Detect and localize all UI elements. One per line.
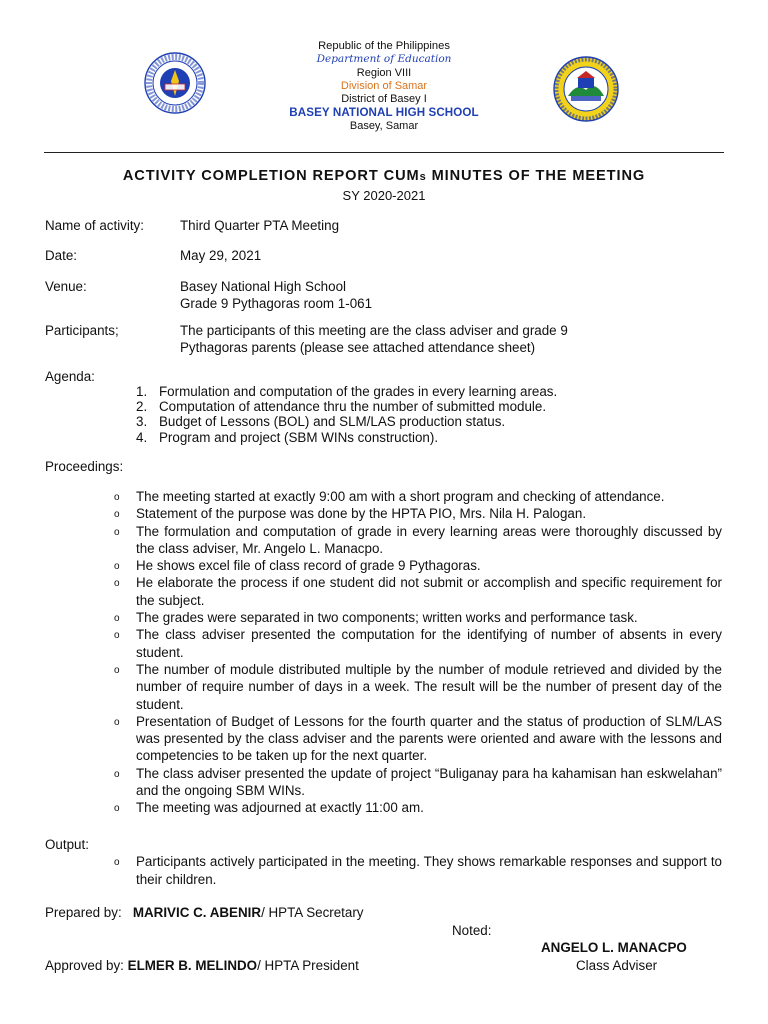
proceedings-item (114, 765, 722, 800)
bullet-icon: o (114, 803, 120, 815)
proceedings-item (114, 661, 722, 713)
venue-line-2: Grade 9 Pythagoras room 1-061 (180, 296, 373, 311)
proceedings-text: The meeting was adjourned at exactly 11:00 am. (136, 800, 424, 816)
bullet-icon: o (114, 578, 120, 590)
noted-name: ANGELO L. MANACPO (541, 940, 687, 955)
district-line: District of Basey I (341, 93, 427, 106)
proceedings-text: The meeting started at exactly 9:00 am with a short program and checking of attendance. (136, 489, 665, 504)
bullet-icon: o (114, 768, 120, 780)
agenda-text: Program and project (SBM WINs construction). (159, 429, 439, 445)
proceedings-item (114, 523, 722, 558)
school-name: BASEY NATIONAL HIGH SCHOOL (289, 106, 479, 120)
agenda-text: Computation of attendance thru the number of submitted module. (159, 399, 547, 415)
proceedings-text: The class adviser presented the update of project “Buliganay para ha kahamisan han eskwelahan” and the ongoing SBM WINs. (136, 765, 722, 799)
venue-value (180, 278, 372, 312)
proceedings-text: Presentation of Budget of Lessons for the fourth quarter and the status of production of SLM/LAS was presented by the class adviser and the parents were oriented and aware with the lessons and competencies to be taken up for the next quarter. (136, 713, 722, 764)
title-part-s: s (419, 171, 427, 183)
agenda-text: Budget of Lessons (BOL) and SLM/LAS production status. (159, 414, 506, 430)
agenda-item (136, 399, 557, 414)
output-text: Participants actively participated in the meeting. They shows remarkable responses and support to their children. (136, 854, 722, 887)
proceedings-list (114, 488, 722, 817)
title-part-b: MINUTES OF THE MEETING (426, 168, 646, 184)
deped-seal-icon (144, 52, 206, 114)
division-line: Division of Samar (340, 79, 428, 92)
date-value: May 29, 2021 (180, 248, 262, 263)
proceedings-text: He shows excel file of class record of grade 9 Pythagoras. (136, 558, 481, 574)
region-line: Region VIII (356, 66, 412, 79)
proceedings-label: Proceedings: (45, 459, 124, 474)
proceedings-item (114, 574, 722, 609)
agenda-number: 2. (136, 399, 148, 415)
department-line: Department of Education (316, 53, 452, 66)
bullet-icon: o (114, 509, 120, 521)
activity-label: Name of activity: (45, 218, 144, 233)
proceedings-text: The formulation and computation of grade in every learning areas were thoroughly discussed by the class adviser, Mr. Angelo L. Manacpo. (136, 523, 722, 556)
proceedings-item (114, 488, 722, 505)
agenda-item (136, 384, 557, 399)
participants-label: Participants; (45, 323, 119, 338)
prepared-label: Prepared by: (45, 905, 122, 920)
proceedings-text: Statement of the purpose was done by the HPTA PIO, Mrs. Nila H. Palogan. (136, 506, 587, 522)
participants-line-1: The participants of this meeting are the class adviser and grade 9 (180, 323, 568, 338)
proceedings-item (114, 557, 722, 574)
proceedings-text: He elaborate the process if one student did not submit or accomplish and specific requirement for the subject. (136, 575, 722, 608)
school-seal-icon (553, 56, 619, 122)
agenda-list (136, 384, 557, 445)
approved-label: Approved by: (45, 958, 124, 973)
output-label: Output: (45, 837, 89, 852)
venue-label: Venue: (45, 279, 87, 294)
school-year: SY 2020-2021 (342, 188, 426, 203)
bullet-icon: o (114, 492, 120, 503)
participants-line-2: Pythagoras parents (please see attached attendance sheet) (180, 340, 536, 355)
venue-line-1: Basey National High School (180, 279, 346, 294)
republic-line: Republic of the Philippines (318, 40, 450, 52)
prepared-role: / HPTA Secretary (261, 905, 364, 920)
proceedings-text: The class adviser presented the computation for the identifying of number of absents in every student. (136, 627, 722, 660)
agenda-item (136, 430, 557, 445)
activity-value: Third Quarter PTA Meeting (180, 218, 340, 233)
bullet-icon: o (114, 630, 120, 642)
agenda-number: 3. (136, 414, 148, 430)
bullet-icon: o (114, 526, 120, 538)
approved-by (45, 958, 359, 973)
proceedings-item (114, 799, 722, 816)
prepared-by (45, 905, 364, 920)
agenda-number: 1. (136, 384, 148, 399)
date-label: Date: (45, 248, 78, 263)
approved-role: / HPTA President (257, 958, 359, 973)
participants-value (180, 322, 568, 356)
header-divider (44, 152, 724, 153)
proceedings-item (114, 713, 722, 765)
output-list (114, 853, 722, 889)
proceedings-item (114, 609, 722, 626)
agenda-label: Agenda: (45, 369, 95, 384)
letterhead (234, 40, 534, 133)
bullet-icon: o (114, 613, 120, 625)
bullet-icon: o (114, 716, 120, 728)
noted-role: Class Adviser (576, 958, 658, 973)
bullet-icon: o (114, 664, 120, 676)
output-item (114, 853, 722, 889)
proceedings-item (114, 626, 722, 661)
agenda-text: Formulation and computation of the grades in every learning areas. (159, 384, 558, 399)
proceedings-text: The grades were separated in two components; written works and performance task. (136, 610, 638, 626)
town-line: Basey, Samar (349, 119, 419, 132)
prepared-name: MARIVIC C. ABENIR (132, 905, 262, 920)
title-part-a: ACTIVITY COMPLETION REPORT CUM (122, 168, 420, 184)
proceedings-text: The number of module distributed multiple by the number of module retrieved and divided by the number of require number of days in a week. The result will be the number of present day of the student. (136, 661, 722, 712)
approved-name: ELMER B. MELINDO (127, 958, 258, 973)
agenda-item (136, 414, 557, 429)
noted-label: Noted: (452, 923, 492, 938)
agenda-number: 4. (136, 429, 148, 445)
report-title (0, 168, 768, 184)
proceedings-item (114, 505, 722, 522)
bullet-icon: o (114, 561, 120, 573)
bullet-icon: o (114, 857, 120, 868)
